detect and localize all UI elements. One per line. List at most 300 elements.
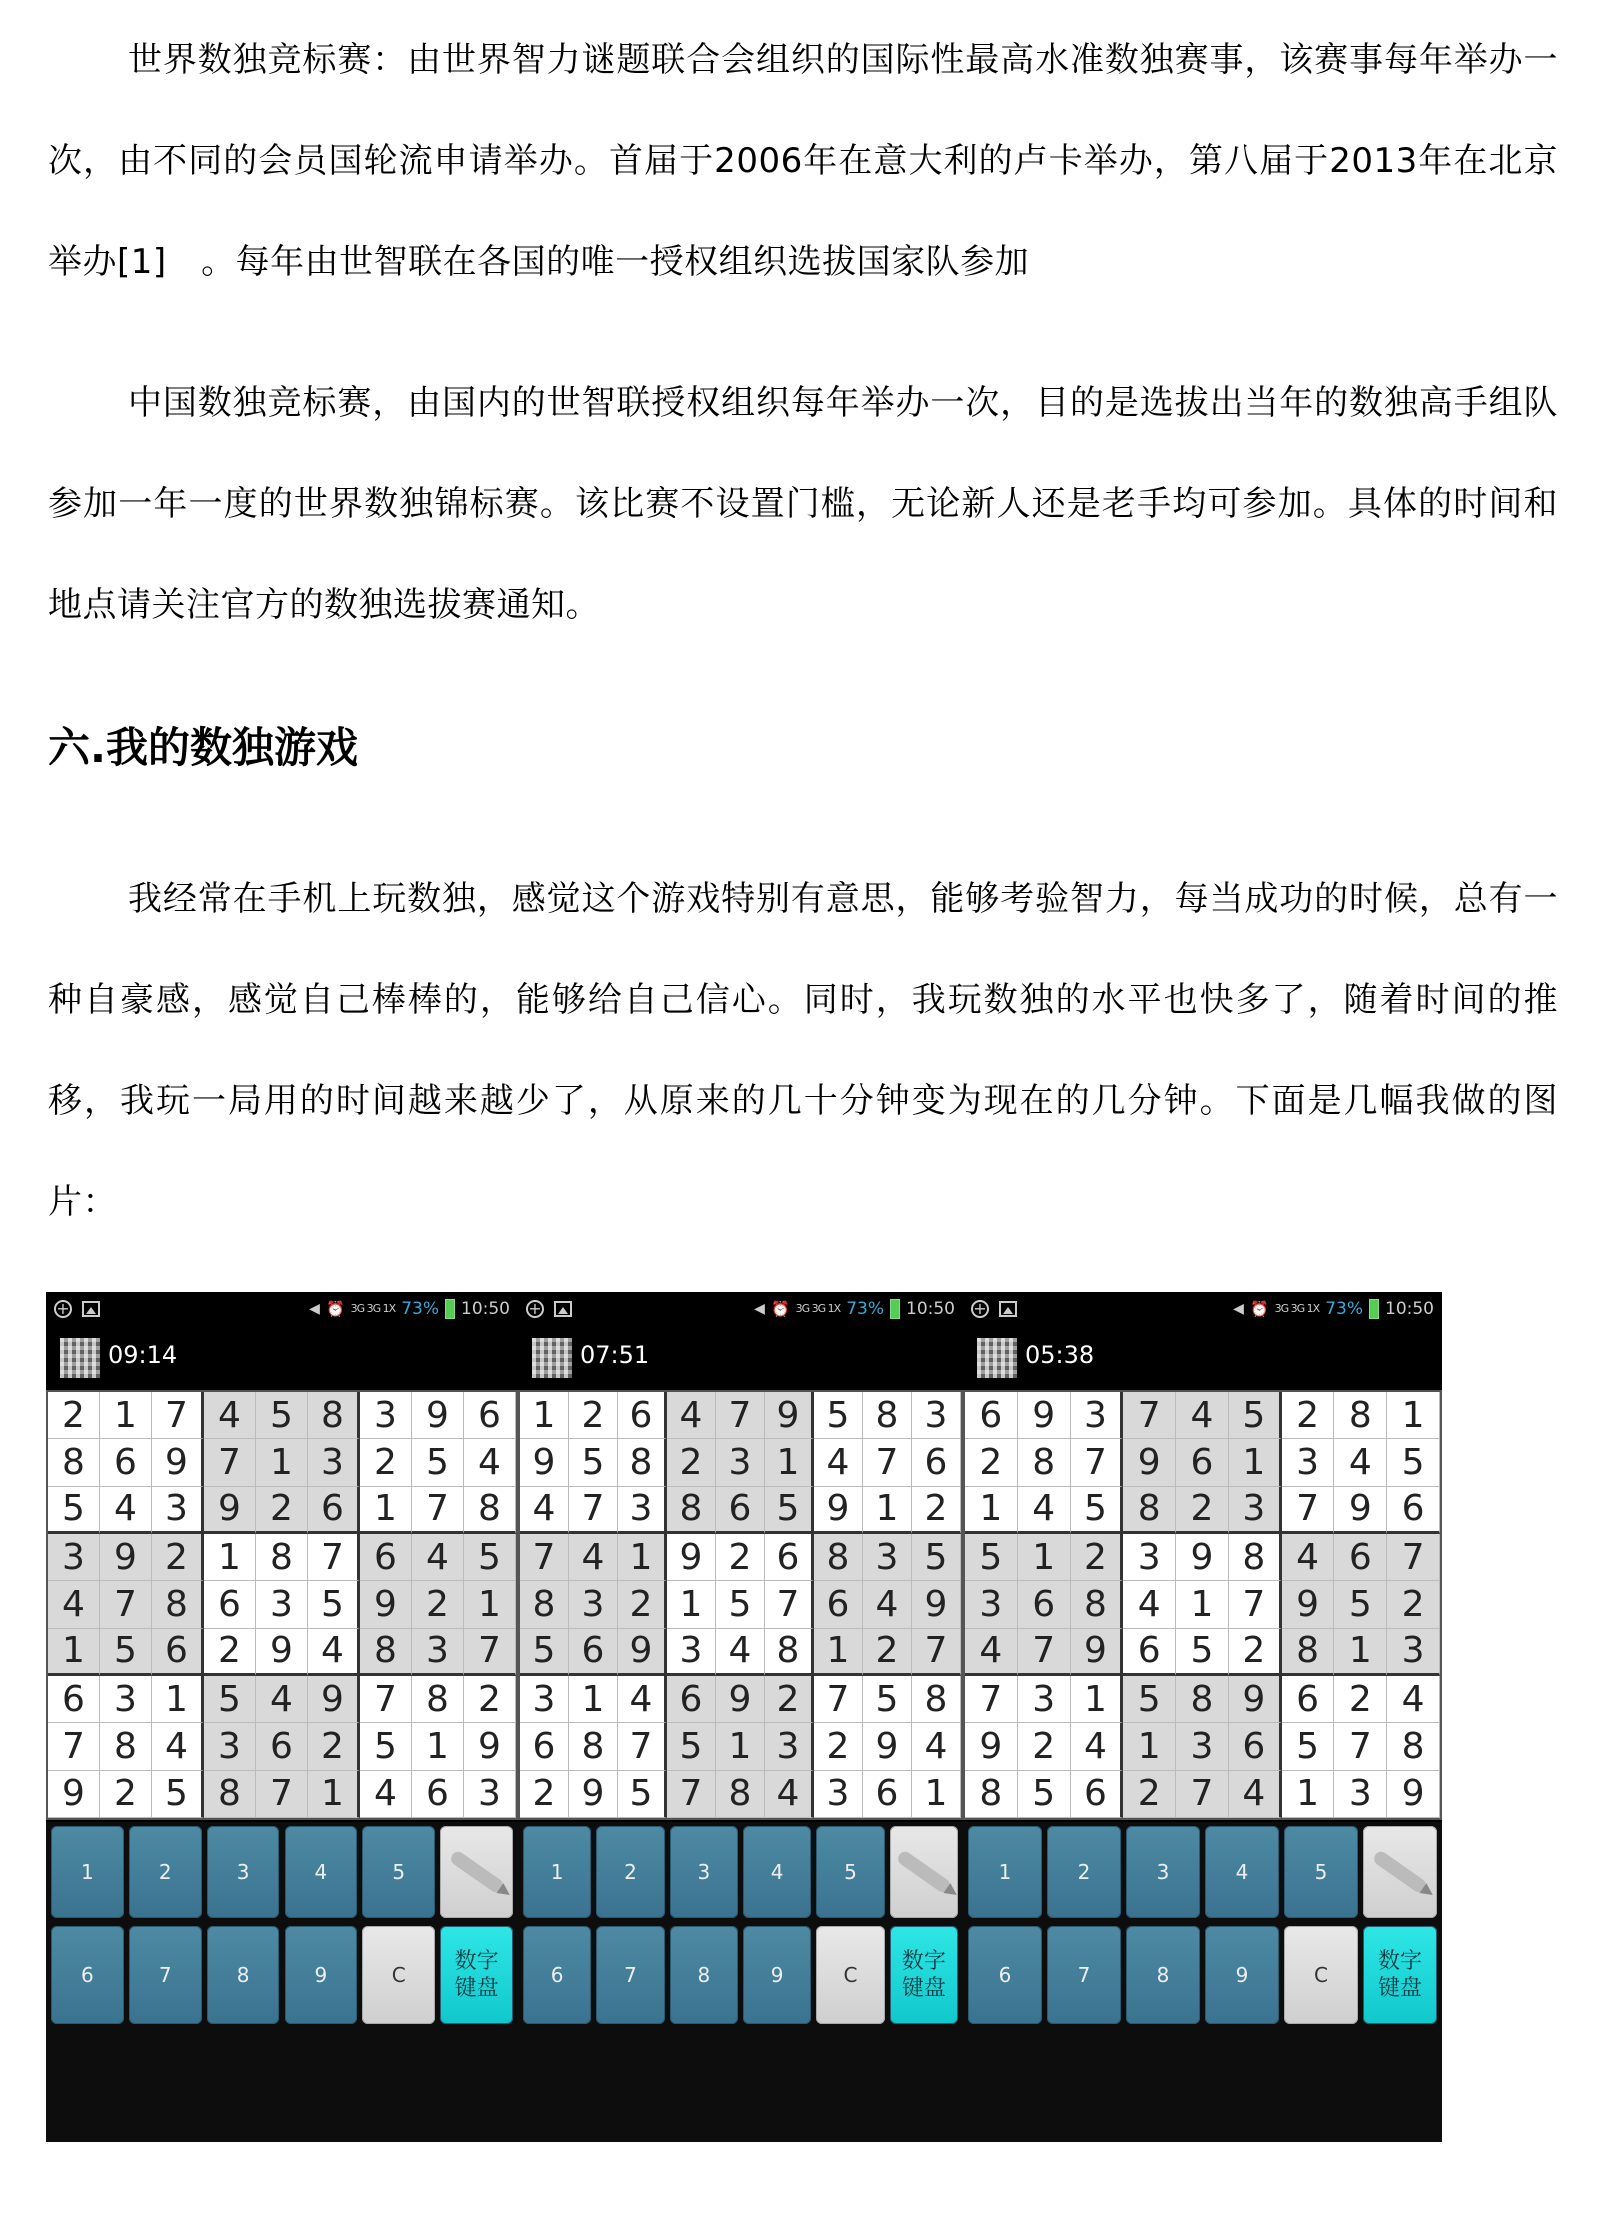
- sudoku-cell[interactable]: 7: [667, 1771, 716, 1818]
- sudoku-cell[interactable]: 8: [863, 1392, 912, 1439]
- sudoku-cell[interactable]: 7: [618, 1723, 667, 1770]
- sudoku-cell[interactable]: 5: [814, 1392, 863, 1439]
- sudoku-cell[interactable]: 9: [256, 1629, 308, 1676]
- sudoku-cell[interactable]: 4: [863, 1581, 912, 1628]
- number-key[interactable]: 9: [285, 1926, 358, 2024]
- sudoku-cell[interactable]: 9: [360, 1581, 412, 1628]
- number-key[interactable]: 8: [207, 1926, 280, 2024]
- sudoku-cell[interactable]: 1: [1229, 1439, 1282, 1486]
- sudoku-cell[interactable]: 6: [152, 1629, 204, 1676]
- sudoku-cell[interactable]: 3: [256, 1581, 308, 1628]
- number-key[interactable]: 3: [670, 1826, 738, 1918]
- number-key[interactable]: 7: [129, 1926, 202, 2024]
- sudoku-cell[interactable]: 8: [1071, 1581, 1124, 1628]
- sudoku-cell[interactable]: 8: [1123, 1487, 1176, 1534]
- sudoku-cell[interactable]: 8: [814, 1534, 863, 1581]
- sudoku-cell[interactable]: 8: [464, 1487, 516, 1534]
- number-key[interactable]: 6: [968, 1926, 1042, 2024]
- sudoku-cell[interactable]: 1: [256, 1439, 308, 1486]
- sudoku-cell[interactable]: 5: [1229, 1392, 1282, 1439]
- number-key[interactable]: 2: [596, 1826, 664, 1918]
- sudoku-cell[interactable]: 3: [1018, 1676, 1071, 1723]
- sudoku-cell[interactable]: 2: [1018, 1723, 1071, 1770]
- sudoku-cell[interactable]: 6: [48, 1676, 100, 1723]
- sudoku-cell[interactable]: 3: [1071, 1392, 1124, 1439]
- sudoku-cell[interactable]: 9: [464, 1723, 516, 1770]
- number-key[interactable]: 1: [523, 1826, 591, 1918]
- sudoku-cell[interactable]: 2: [412, 1581, 464, 1628]
- sudoku-cell[interactable]: 6: [618, 1392, 667, 1439]
- sudoku-cell[interactable]: 7: [412, 1487, 464, 1534]
- number-key[interactable]: 9: [1205, 1926, 1279, 2024]
- sudoku-cell[interactable]: 6: [520, 1723, 569, 1770]
- sudoku-cell[interactable]: 6: [360, 1534, 412, 1581]
- sudoku-cell[interactable]: 9: [863, 1723, 912, 1770]
- sudoku-cell[interactable]: 9: [152, 1439, 204, 1486]
- clear-key[interactable]: C: [816, 1926, 884, 2024]
- sudoku-cell[interactable]: 4: [464, 1439, 516, 1486]
- sudoku-cell[interactable]: 3: [1229, 1487, 1282, 1534]
- sudoku-cell[interactable]: 7: [1018, 1629, 1071, 1676]
- number-key[interactable]: 5: [1284, 1826, 1358, 1918]
- sudoku-cell[interactable]: 7: [308, 1534, 360, 1581]
- sudoku-cell[interactable]: 5: [1282, 1723, 1335, 1770]
- sudoku-cell[interactable]: 1: [912, 1771, 961, 1818]
- sudoku-cell[interactable]: 7: [716, 1392, 765, 1439]
- sudoku-cell[interactable]: 5: [1176, 1629, 1229, 1676]
- sudoku-cell[interactable]: 3: [1387, 1629, 1440, 1676]
- sudoku-cell[interactable]: 8: [912, 1676, 961, 1723]
- sudoku-cell[interactable]: 7: [765, 1581, 814, 1628]
- sudoku-cell[interactable]: 6: [912, 1439, 961, 1486]
- clear-key[interactable]: C: [1284, 1926, 1358, 2024]
- sudoku-cell[interactable]: 4: [1334, 1439, 1387, 1486]
- sudoku-cell[interactable]: 8: [204, 1771, 256, 1818]
- number-key[interactable]: 2: [1047, 1826, 1121, 1918]
- sudoku-cell[interactable]: 8: [308, 1392, 360, 1439]
- sudoku-cell[interactable]: 5: [256, 1392, 308, 1439]
- sudoku-cell[interactable]: 6: [1018, 1581, 1071, 1628]
- number-key[interactable]: 9: [743, 1926, 811, 2024]
- sudoku-cell[interactable]: 9: [1176, 1534, 1229, 1581]
- sudoku-cell[interactable]: 9: [912, 1581, 961, 1628]
- sudoku-cell[interactable]: 6: [100, 1439, 152, 1486]
- sudoku-cell[interactable]: 1: [1018, 1534, 1071, 1581]
- sudoku-cell[interactable]: 1: [152, 1676, 204, 1723]
- sudoku-cell[interactable]: 1: [667, 1581, 716, 1628]
- sudoku-cell[interactable]: 5: [1334, 1581, 1387, 1628]
- sudoku-cell[interactable]: 2: [716, 1534, 765, 1581]
- sudoku-cell[interactable]: 3: [1282, 1439, 1335, 1486]
- sudoku-cell[interactable]: 3: [814, 1771, 863, 1818]
- sudoku-cell[interactable]: 8: [667, 1487, 716, 1534]
- sudoku-cell[interactable]: 3: [412, 1629, 464, 1676]
- sudoku-cell[interactable]: 4: [1018, 1487, 1071, 1534]
- phone-screenshot: [518, 1292, 963, 2142]
- sudoku-cell[interactable]: 2: [814, 1723, 863, 1770]
- sudoku-cell[interactable]: 9: [1018, 1392, 1071, 1439]
- sudoku-cell[interactable]: 7: [48, 1723, 100, 1770]
- sudoku-cell[interactable]: 2: [520, 1771, 569, 1818]
- sudoku-cell[interactable]: 8: [965, 1771, 1018, 1818]
- number-key[interactable]: 1: [51, 1826, 124, 1918]
- sudoku-cell[interactable]: 2: [1387, 1581, 1440, 1628]
- sudoku-cell[interactable]: 6: [863, 1771, 912, 1818]
- sudoku-cell[interactable]: 5: [716, 1581, 765, 1628]
- sudoku-cell[interactable]: 3: [765, 1723, 814, 1770]
- sudoku-cell[interactable]: 8: [1387, 1723, 1440, 1770]
- sudoku-cell[interactable]: 5: [765, 1487, 814, 1534]
- sudoku-cell[interactable]: 1: [814, 1629, 863, 1676]
- sudoku-cell[interactable]: 7: [1176, 1771, 1229, 1818]
- sudoku-cell[interactable]: 7: [204, 1439, 256, 1486]
- sudoku-cell[interactable]: 8: [1176, 1676, 1229, 1723]
- sudoku-cell[interactable]: 1: [1387, 1392, 1440, 1439]
- sudoku-cell[interactable]: 5: [100, 1629, 152, 1676]
- pencil-key[interactable]: [890, 1826, 958, 1918]
- sudoku-cell[interactable]: 8: [716, 1771, 765, 1818]
- sudoku-cell[interactable]: 8: [618, 1439, 667, 1486]
- sudoku-cell[interactable]: 8: [100, 1723, 152, 1770]
- sudoku-cell[interactable]: 5: [569, 1439, 618, 1486]
- sudoku-cell[interactable]: 4: [100, 1487, 152, 1534]
- sudoku-cell[interactable]: 7: [863, 1439, 912, 1486]
- number-key[interactable]: 4: [1205, 1826, 1279, 1918]
- number-key[interactable]: 6: [51, 1926, 124, 2024]
- sudoku-cell[interactable]: 5: [360, 1723, 412, 1770]
- sudoku-cell[interactable]: 2: [618, 1581, 667, 1628]
- sudoku-cell[interactable]: 8: [569, 1723, 618, 1770]
- sudoku-cell[interactable]: 9: [716, 1676, 765, 1723]
- sudoku-cell[interactable]: 3: [716, 1439, 765, 1486]
- sudoku-cell[interactable]: 2: [569, 1392, 618, 1439]
- number-key[interactable]: 3: [207, 1826, 280, 1918]
- sudoku-cell[interactable]: 3: [100, 1676, 152, 1723]
- add-circle-icon: +: [971, 1300, 989, 1318]
- sudoku-cell[interactable]: 6: [1176, 1439, 1229, 1486]
- sudoku-cell[interactable]: 1: [360, 1487, 412, 1534]
- sudoku-cell[interactable]: 2: [308, 1723, 360, 1770]
- sudoku-cell[interactable]: 7: [1071, 1439, 1124, 1486]
- sudoku-cell[interactable]: 1: [716, 1723, 765, 1770]
- sudoku-cell[interactable]: 6: [1071, 1771, 1124, 1818]
- sudoku-cell[interactable]: 3: [1334, 1771, 1387, 1818]
- sudoku-cell[interactable]: 4: [667, 1392, 716, 1439]
- sudoku-cell[interactable]: 8: [360, 1629, 412, 1676]
- sudoku-cell[interactable]: 4: [204, 1392, 256, 1439]
- sudoku-cell[interactable]: 8: [1229, 1534, 1282, 1581]
- sudoku-cell[interactable]: 1: [618, 1534, 667, 1581]
- sudoku-cell[interactable]: 5: [1018, 1771, 1071, 1818]
- sudoku-cell[interactable]: 6: [308, 1487, 360, 1534]
- sudoku-cell[interactable]: 3: [152, 1487, 204, 1534]
- sudoku-cell[interactable]: 9: [1229, 1676, 1282, 1723]
- sudoku-cell[interactable]: 7: [1334, 1723, 1387, 1770]
- add-circle-icon: +: [54, 1300, 72, 1318]
- sudoku-cell[interactable]: 2: [48, 1392, 100, 1439]
- battery-percent: 73%: [401, 1299, 439, 1319]
- gallery-icon: [999, 1301, 1017, 1317]
- sudoku-cell[interactable]: 6: [667, 1676, 716, 1723]
- sudoku-cell[interactable]: 6: [569, 1629, 618, 1676]
- sudoku-cell[interactable]: 8: [256, 1534, 308, 1581]
- sudoku-cell[interactable]: 2: [765, 1676, 814, 1723]
- battery-icon: [890, 1299, 900, 1319]
- sudoku-cell[interactable]: 5: [48, 1487, 100, 1534]
- sudoku-cell[interactable]: 7: [912, 1629, 961, 1676]
- sudoku-cell[interactable]: 9: [204, 1487, 256, 1534]
- sudoku-cell[interactable]: 6: [1123, 1629, 1176, 1676]
- sudoku-app-icon: [532, 1338, 572, 1378]
- alarm-icon: ⏰: [1249, 1300, 1269, 1318]
- sudoku-cell[interactable]: 4: [520, 1487, 569, 1534]
- sudoku-cell[interactable]: 7: [1229, 1581, 1282, 1628]
- sudoku-cell[interactable]: 5: [965, 1534, 1018, 1581]
- sudoku-cell[interactable]: 7: [1123, 1392, 1176, 1439]
- sudoku-cell[interactable]: 9: [1334, 1487, 1387, 1534]
- sudoku-cell[interactable]: 7: [1282, 1487, 1335, 1534]
- sudoku-cell[interactable]: 4: [1176, 1392, 1229, 1439]
- number-key[interactable]: 8: [670, 1926, 738, 2024]
- sudoku-cell[interactable]: 4: [360, 1771, 412, 1818]
- sudoku-cell[interactable]: 3: [464, 1771, 516, 1818]
- sudoku-cell[interactable]: 9: [48, 1771, 100, 1818]
- sudoku-cell[interactable]: 2: [464, 1676, 516, 1723]
- sudoku-cell[interactable]: 5: [1387, 1439, 1440, 1486]
- sudoku-cell[interactable]: 9: [1071, 1629, 1124, 1676]
- sudoku-cell[interactable]: 4: [152, 1723, 204, 1770]
- sudoku-cell[interactable]: 9: [1387, 1771, 1440, 1818]
- sudoku-cell[interactable]: 5: [412, 1439, 464, 1486]
- number-key[interactable]: 6: [523, 1926, 591, 2024]
- sudoku-cell[interactable]: 7: [464, 1629, 516, 1676]
- sudoku-cell[interactable]: 8: [48, 1439, 100, 1486]
- sudoku-cell[interactable]: 4: [1282, 1534, 1335, 1581]
- sudoku-cell[interactable]: 4: [256, 1676, 308, 1723]
- sudoku-cell[interactable]: 3: [204, 1723, 256, 1770]
- sudoku-cell[interactable]: 8: [1018, 1439, 1071, 1486]
- sudoku-cell[interactable]: 4: [965, 1629, 1018, 1676]
- sudoku-cell[interactable]: 2: [100, 1771, 152, 1818]
- sudoku-cell[interactable]: 4: [48, 1581, 100, 1628]
- sudoku-cell[interactable]: 8: [152, 1581, 204, 1628]
- number-key[interactable]: 2: [129, 1826, 202, 1918]
- sudoku-cell[interactable]: 1: [412, 1723, 464, 1770]
- sudoku-cell[interactable]: 5: [204, 1676, 256, 1723]
- keyboard-mode-key[interactable]: 数字 键盘: [1363, 1926, 1437, 2024]
- sudoku-cell[interactable]: 2: [152, 1534, 204, 1581]
- sudoku-cell[interactable]: 4: [1229, 1771, 1282, 1818]
- number-key[interactable]: 4: [743, 1826, 811, 1918]
- sudoku-cell[interactable]: 2: [1334, 1676, 1387, 1723]
- keyboard-mode-key[interactable]: 数字 键盘: [440, 1926, 513, 2024]
- sudoku-cell[interactable]: 4: [912, 1723, 961, 1770]
- sudoku-cell[interactable]: 3: [863, 1534, 912, 1581]
- number-key[interactable]: 8: [1126, 1926, 1200, 2024]
- sudoku-cell[interactable]: 4: [716, 1629, 765, 1676]
- sudoku-cell[interactable]: 9: [765, 1392, 814, 1439]
- sudoku-cell[interactable]: 7: [256, 1771, 308, 1818]
- sudoku-cell[interactable]: 5: [1071, 1487, 1124, 1534]
- sudoku-cell[interactable]: 5: [1123, 1676, 1176, 1723]
- sudoku-cell[interactable]: 3: [667, 1629, 716, 1676]
- sudoku-cell[interactable]: 5: [863, 1676, 912, 1723]
- sudoku-cell[interactable]: 2: [965, 1439, 1018, 1486]
- status-bar: [963, 1292, 1442, 1326]
- sudoku-cell[interactable]: 5: [520, 1629, 569, 1676]
- sudoku-cell[interactable]: 6: [464, 1392, 516, 1439]
- sudoku-cell[interactable]: 6: [204, 1581, 256, 1628]
- sudoku-cell[interactable]: 6: [1334, 1534, 1387, 1581]
- sudoku-cell[interactable]: 6: [1282, 1676, 1335, 1723]
- sudoku-cell[interactable]: 7: [1387, 1534, 1440, 1581]
- number-key[interactable]: 1: [968, 1826, 1042, 1918]
- sudoku-cell[interactable]: 9: [1123, 1439, 1176, 1486]
- sudoku-cell[interactable]: 4: [814, 1439, 863, 1486]
- sudoku-cell[interactable]: 1: [569, 1676, 618, 1723]
- pencil-key[interactable]: [1363, 1826, 1437, 1918]
- sudoku-cell[interactable]: 7: [965, 1676, 1018, 1723]
- clear-key[interactable]: C: [362, 1926, 435, 2024]
- sudoku-cell[interactable]: 1: [464, 1581, 516, 1628]
- sudoku-cell[interactable]: 2: [667, 1439, 716, 1486]
- number-key[interactable]: 5: [362, 1826, 435, 1918]
- sudoku-cell[interactable]: 5: [667, 1723, 716, 1770]
- sudoku-cell[interactable]: 4: [412, 1534, 464, 1581]
- app-title-bar: [46, 1326, 518, 1384]
- sudoku-cell[interactable]: 3: [48, 1534, 100, 1581]
- sudoku-cell[interactable]: 2: [1123, 1771, 1176, 1818]
- sudoku-cell[interactable]: 1: [1282, 1771, 1335, 1818]
- sudoku-cell[interactable]: 6: [256, 1723, 308, 1770]
- status-right-info: [754, 1292, 955, 1326]
- sudoku-cell[interactable]: 1: [965, 1487, 1018, 1534]
- sudoku-cell[interactable]: 9: [618, 1629, 667, 1676]
- sudoku-cell[interactable]: 6: [412, 1771, 464, 1818]
- sudoku-cell[interactable]: 1: [765, 1439, 814, 1486]
- sudoku-cell[interactable]: 9: [814, 1487, 863, 1534]
- sudoku-cell[interactable]: 9: [965, 1723, 1018, 1770]
- status-right-info: [309, 1292, 510, 1326]
- sudoku-cell[interactable]: 3: [360, 1392, 412, 1439]
- sudoku-cell[interactable]: 1: [1334, 1629, 1387, 1676]
- sudoku-cell[interactable]: 6: [716, 1487, 765, 1534]
- sudoku-cell[interactable]: 9: [308, 1676, 360, 1723]
- sudoku-cell[interactable]: 9: [1282, 1581, 1335, 1628]
- keyboard-mode-key[interactable]: 数字 键盘: [890, 1926, 958, 2024]
- sudoku-cell[interactable]: 1: [520, 1392, 569, 1439]
- sudoku-cell[interactable]: 6: [1229, 1723, 1282, 1770]
- gallery-icon: [82, 1301, 100, 1317]
- sudoku-cell[interactable]: 8: [1334, 1392, 1387, 1439]
- sudoku-cell[interactable]: 1: [1176, 1581, 1229, 1628]
- status-left-icons: [54, 1292, 100, 1326]
- sudoku-cell[interactable]: 4: [765, 1771, 814, 1818]
- sudoku-cell[interactable]: 7: [569, 1487, 618, 1534]
- status-bar: [46, 1292, 518, 1326]
- number-key[interactable]: 4: [285, 1826, 358, 1918]
- sudoku-cell[interactable]: 7: [520, 1534, 569, 1581]
- sudoku-cell[interactable]: 7: [152, 1392, 204, 1439]
- sudoku-cell[interactable]: 2: [204, 1629, 256, 1676]
- sudoku-cell[interactable]: 3: [1123, 1534, 1176, 1581]
- number-key[interactable]: 7: [596, 1926, 664, 2024]
- sudoku-cell[interactable]: 1: [308, 1771, 360, 1818]
- sudoku-cell[interactable]: 4: [618, 1676, 667, 1723]
- sudoku-cell[interactable]: 3: [308, 1439, 360, 1486]
- sudoku-cell[interactable]: 2: [1176, 1487, 1229, 1534]
- add-circle-icon: +: [526, 1300, 544, 1318]
- sudoku-cell[interactable]: 5: [464, 1534, 516, 1581]
- sudoku-cell[interactable]: 4: [1071, 1723, 1124, 1770]
- number-key[interactable]: 3: [1126, 1826, 1200, 1918]
- sudoku-cell[interactable]: 5: [618, 1771, 667, 1818]
- sudoku-cell[interactable]: 2: [863, 1629, 912, 1676]
- number-key[interactable]: 7: [1047, 1926, 1121, 2024]
- sudoku-cell[interactable]: 1: [204, 1534, 256, 1581]
- sudoku-cell[interactable]: 8: [765, 1629, 814, 1676]
- sudoku-cell[interactable]: 2: [1071, 1534, 1124, 1581]
- paragraph-my-sudoku: 我经常在手机上玩数独，感觉这个游戏特别有意思，能够考验智力，每当成功的时候，总有一种自豪感，感觉自己棒棒的，能够给自己信心。同时，我玩数独的水平也快多了，随着时间的推移，我玩一局用的时间越来越少了，从原来的几十分钟变为现在的几分钟。下面是几幅我做的图片：: [48, 879, 1558, 1222]
- number-keypad: [46, 1822, 518, 2142]
- sudoku-cell[interactable]: 3: [569, 1581, 618, 1628]
- sudoku-cell[interactable]: 2: [360, 1439, 412, 1486]
- sudoku-cell[interactable]: 6: [1387, 1487, 1440, 1534]
- sudoku-cell[interactable]: 8: [412, 1676, 464, 1723]
- sudoku-cell[interactable]: 4: [308, 1629, 360, 1676]
- sudoku-cell[interactable]: 8: [1282, 1629, 1335, 1676]
- sudoku-cell[interactable]: 4: [1123, 1581, 1176, 1628]
- sudoku-cell[interactable]: 5: [308, 1581, 360, 1628]
- sudoku-cell[interactable]: 6: [765, 1534, 814, 1581]
- sudoku-cell[interactable]: 5: [912, 1534, 961, 1581]
- sudoku-cell[interactable]: 1: [48, 1629, 100, 1676]
- sudoku-cell[interactable]: 2: [912, 1487, 961, 1534]
- sudoku-cell[interactable]: 3: [520, 1676, 569, 1723]
- sudoku-cell[interactable]: 2: [1282, 1392, 1335, 1439]
- sudoku-cell[interactable]: 9: [667, 1534, 716, 1581]
- sudoku-cell[interactable]: 7: [814, 1676, 863, 1723]
- sudoku-cell[interactable]: 3: [1176, 1723, 1229, 1770]
- sudoku-cell[interactable]: 9: [412, 1392, 464, 1439]
- sudoku-cell[interactable]: 3: [618, 1487, 667, 1534]
- sudoku-cell[interactable]: 3: [912, 1392, 961, 1439]
- sudoku-cell[interactable]: 9: [569, 1771, 618, 1818]
- pencil-key[interactable]: [440, 1826, 513, 1918]
- sudoku-cell[interactable]: 1: [863, 1487, 912, 1534]
- sudoku-cell[interactable]: 2: [256, 1487, 308, 1534]
- sudoku-cell[interactable]: 7: [100, 1581, 152, 1628]
- sudoku-cell[interactable]: 4: [1387, 1676, 1440, 1723]
- game-timer: 05:38: [1025, 1341, 1095, 1369]
- sudoku-cell[interactable]: 1: [1123, 1723, 1176, 1770]
- sudoku-cell[interactable]: 8: [520, 1581, 569, 1628]
- sudoku-cell[interactable]: 1: [1071, 1676, 1124, 1723]
- sudoku-cell[interactable]: 1: [100, 1392, 152, 1439]
- number-key[interactable]: 5: [816, 1826, 884, 1918]
- sudoku-cell[interactable]: 7: [360, 1676, 412, 1723]
- sudoku-cell[interactable]: 9: [520, 1439, 569, 1486]
- sudoku-cell[interactable]: 5: [152, 1771, 204, 1818]
- battery-icon: [1369, 1299, 1379, 1319]
- sudoku-cell[interactable]: 9: [100, 1534, 152, 1581]
- sudoku-cell[interactable]: 2: [1229, 1629, 1282, 1676]
- sudoku-cell[interactable]: 4: [569, 1534, 618, 1581]
- phone-screenshot: [963, 1292, 1442, 2142]
- sudoku-cell[interactable]: 6: [814, 1581, 863, 1628]
- sudoku-cell[interactable]: 6: [965, 1392, 1018, 1439]
- sudoku-cell[interactable]: 3: [965, 1581, 1018, 1628]
